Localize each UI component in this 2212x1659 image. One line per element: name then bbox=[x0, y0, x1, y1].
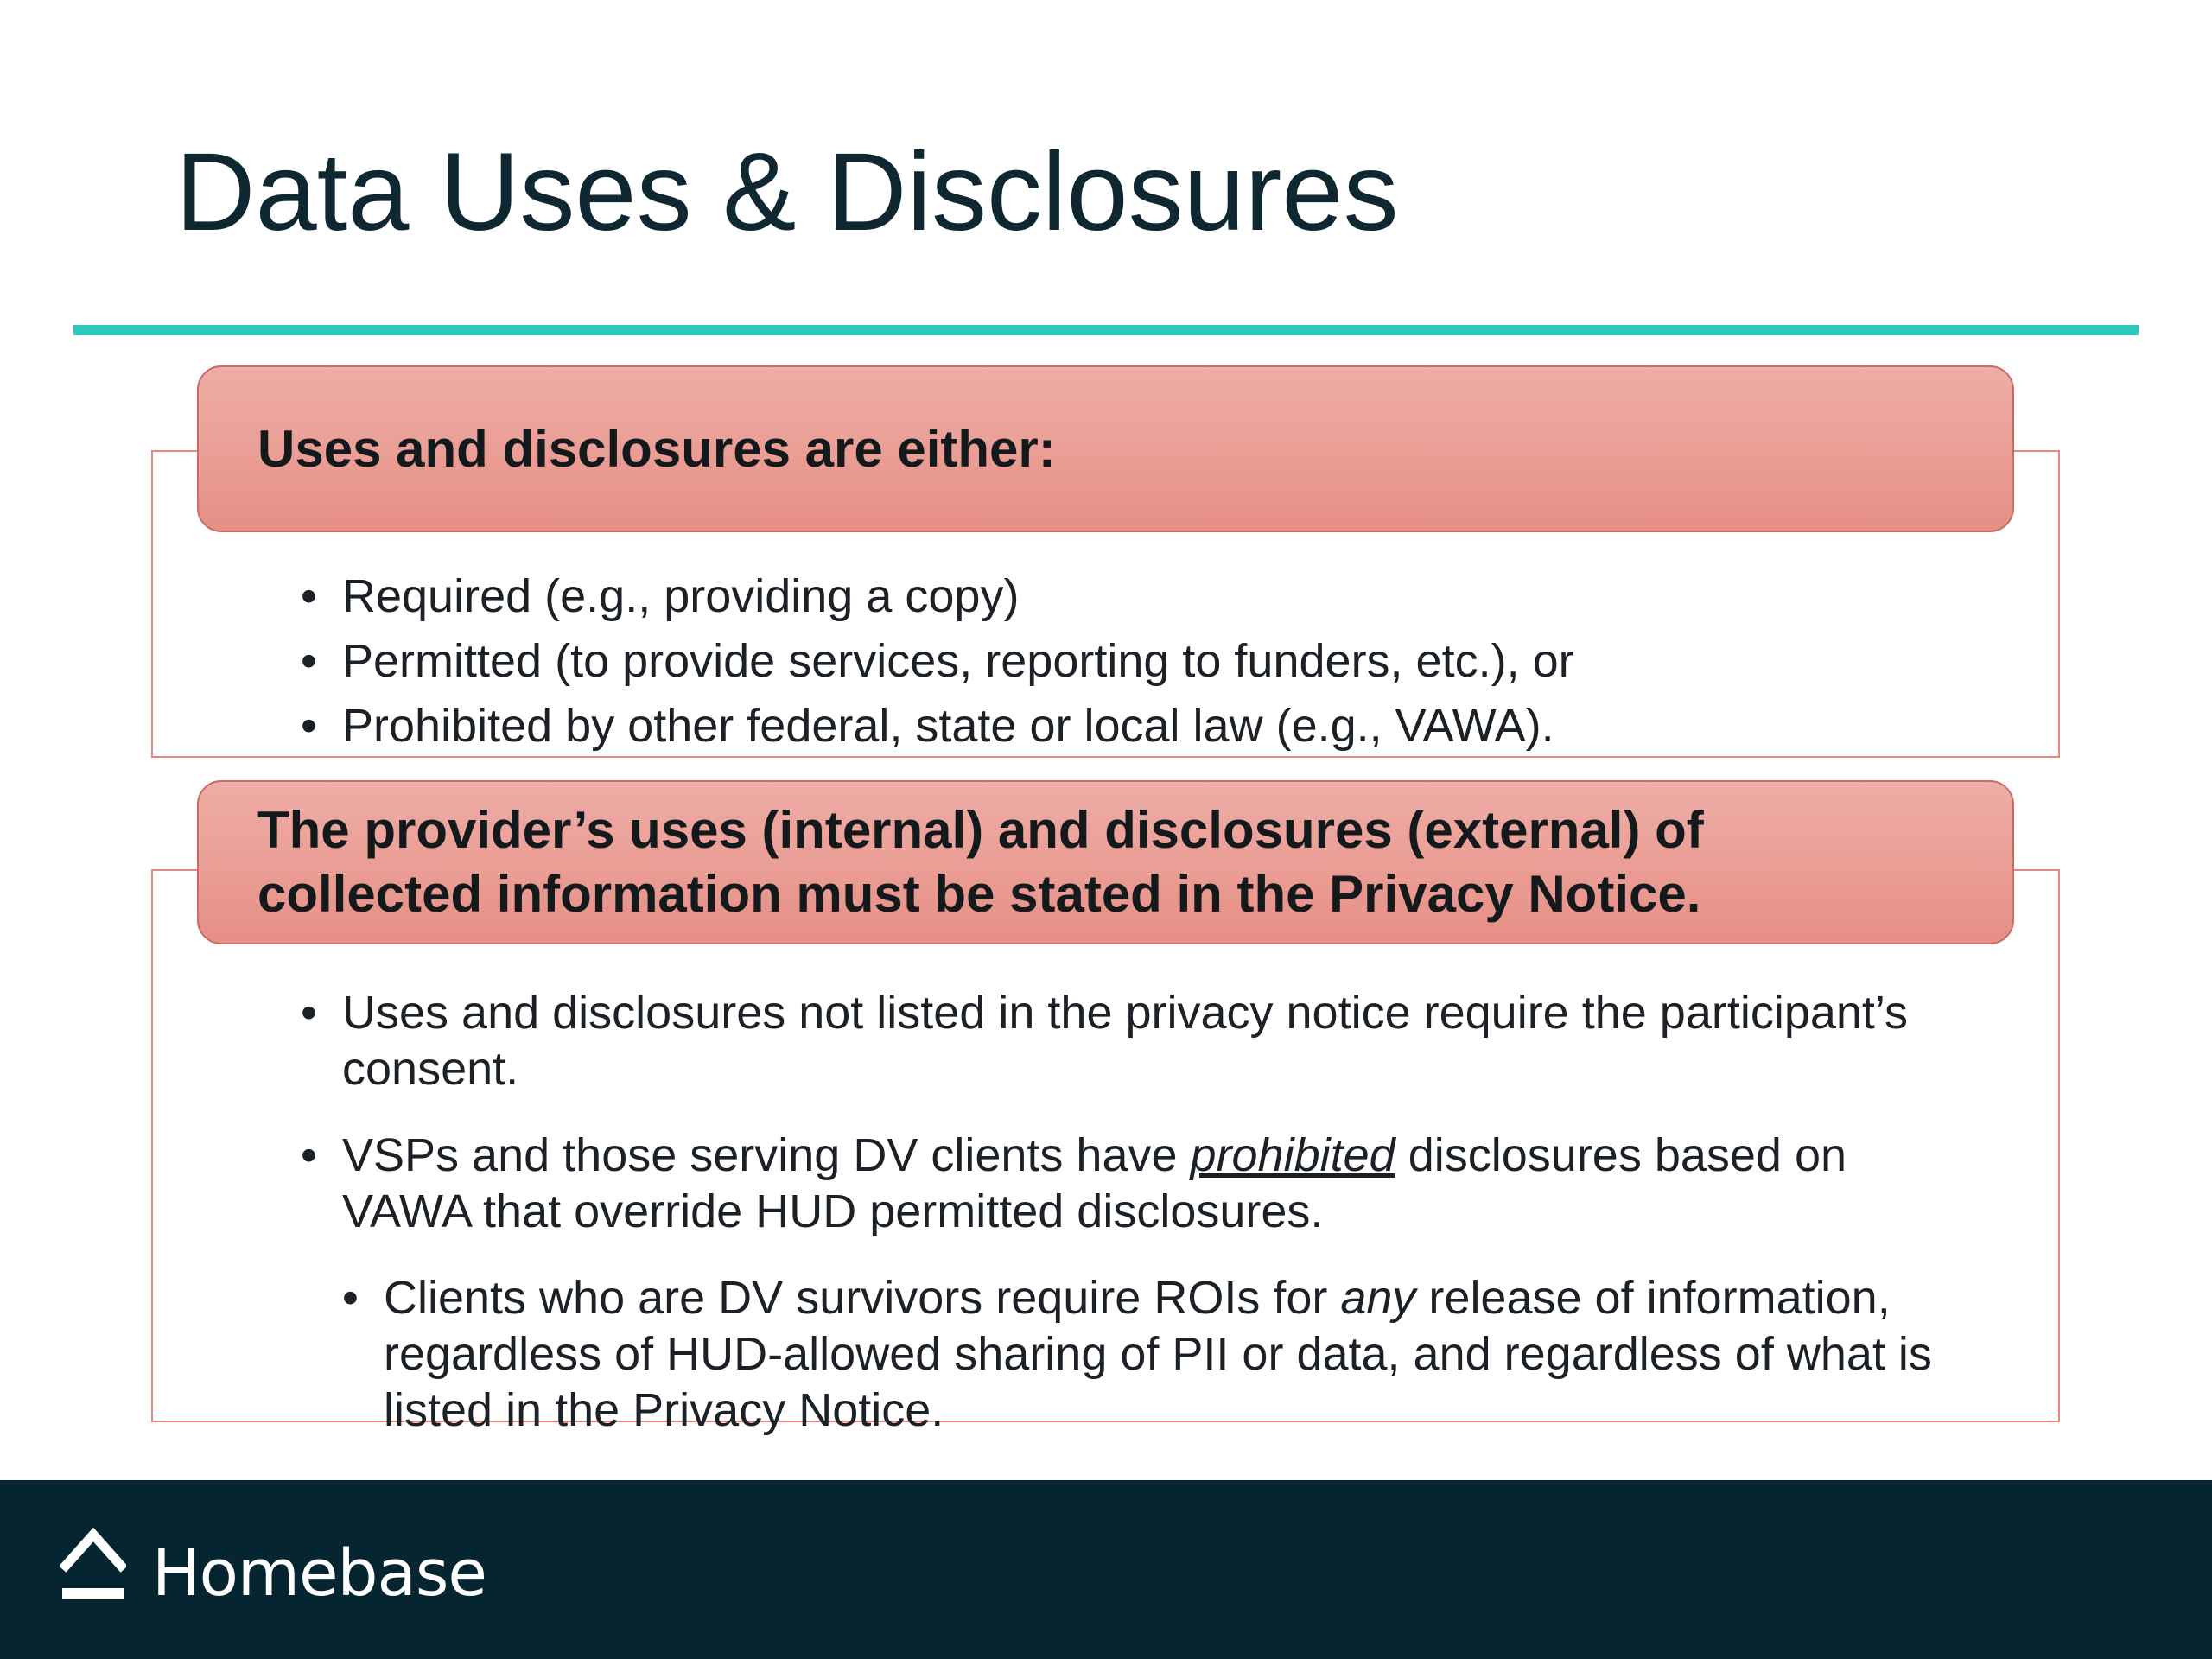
sub-bullet-dv-survivors bbox=[384, 1270, 1984, 1439]
sub-bullet-text-after: release of information, regardless of HUD-allowed sharing of PII or data, and regardless of what is listed in the Privacy Notice. bbox=[384, 1272, 1932, 1436]
bullet-prohibited: • Prohibited by other federal, state or local law (e.g., VAWA). bbox=[342, 694, 1574, 759]
section-1-header bbox=[197, 365, 2014, 532]
homebase-logo-text: Homebase bbox=[152, 1536, 486, 1611]
slide-title: Data Uses & Disclosures bbox=[175, 130, 1399, 254]
sub-bullet-text-before: Clients who are DV survivors require ROIs for bbox=[384, 1272, 1341, 1324]
title-divider bbox=[73, 325, 2139, 335]
bullet-vsp-text-before: VSPs and those serving DV clients have bbox=[342, 1129, 1191, 1181]
section-2-header-line-2: collected information must be stated in the Privacy Notice. bbox=[257, 865, 1701, 923]
section-2-header bbox=[197, 780, 2014, 944]
bullet-vsp-emphasis: prohibited bbox=[1190, 1129, 1395, 1181]
house-roof-icon bbox=[60, 1522, 126, 1605]
section-2-header-line-1: The provider’s uses (internal) and disclosures (external) of bbox=[257, 801, 1704, 859]
sub-bullet-emphasis: any bbox=[1340, 1272, 1416, 1324]
section-1-bullet-list bbox=[342, 564, 1574, 759]
section-1-header-text: Uses and disclosures are either: bbox=[257, 419, 1056, 478]
bullet-vsp-prohibited bbox=[342, 1128, 1984, 1240]
bullet-consent: • Uses and disclosures not listed in the privacy notice require the participant’s consent. bbox=[342, 985, 1984, 1097]
bullet-required: • Required (e.g., providing a copy) bbox=[342, 564, 1574, 629]
section-2-header-text bbox=[257, 798, 1704, 926]
bullet-vsp-text-after: disclosures based on VAWA that override HUD permitted disclosures. bbox=[342, 1129, 1847, 1237]
bullet-permitted: • Permitted (to provide services, reporting to funders, etc.), or bbox=[342, 629, 1574, 694]
section-2-bullet-list bbox=[342, 985, 1984, 1439]
